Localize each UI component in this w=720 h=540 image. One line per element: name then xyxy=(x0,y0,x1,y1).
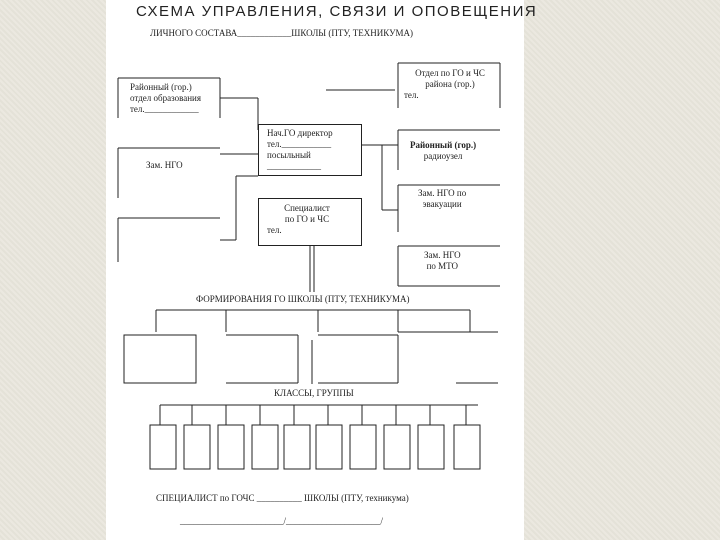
specialist-line2: по ГО и ЧС xyxy=(284,214,330,224)
footer-specialist-line: СПЕЦИАЛИСТ по ГОЧС __________ ШКОЛЫ (ПТУ, техникума) xyxy=(156,493,409,503)
specialist-box xyxy=(258,198,362,246)
deputy-evacuation-box xyxy=(418,188,466,210)
district-radio-line2: радиоузел xyxy=(423,151,463,161)
page-title: СХЕМА УПРАВЛЕНИЯ, СВЯЗИ И ОПОВЕЩЕНИЯ xyxy=(136,3,538,20)
district-education-line3: тел.____________ xyxy=(130,104,199,114)
deputy-mto-line2: по МТО xyxy=(426,261,459,271)
page-subtitle: ЛИЧНОГО СОСТАВА____________ШКОЛЫ (ПТУ, ТЕХНИКУМА) xyxy=(150,28,413,38)
director-line1: Нач.ГО директор xyxy=(267,128,333,138)
specialist-line1: Специалист xyxy=(284,203,330,213)
district-education-box xyxy=(130,82,201,115)
footer-signature-line: _______________________/_____________________/ xyxy=(180,516,384,526)
district-radio-box xyxy=(410,140,476,162)
go-chs-department-line3: тел. xyxy=(404,90,419,100)
specialist-line3: тел. xyxy=(267,225,282,235)
deputy-evacuation-line2: эвакуации xyxy=(422,199,462,209)
deputy-mto-box xyxy=(424,250,461,272)
deputy-evacuation-line1: Зам. НГО по xyxy=(418,188,467,198)
deputy-ngo-line1: Зам. НГО xyxy=(146,160,183,170)
classes-label: КЛАССЫ, ГРУППЫ xyxy=(274,388,354,398)
go-chs-department-line2: района (гор.) xyxy=(425,79,475,89)
go-chs-department-box xyxy=(404,68,496,101)
deputy-ngo-box xyxy=(146,160,183,171)
district-education-line2: отдел образования xyxy=(130,93,201,103)
director-line3: посыльный xyxy=(267,150,311,160)
formations-label: ФОРМИРОВАНИЯ ГО ШКОЛЫ (ПТУ, ТЕХНИКУМА) xyxy=(196,294,410,304)
district-education-line1: Районный (гор.) xyxy=(130,82,192,92)
district-radio-line1: Районный (гор.) xyxy=(410,140,477,150)
director-box xyxy=(258,124,362,176)
deputy-mto-line1: Зам. НГО xyxy=(424,250,461,260)
go-chs-department-line1: Отдел по ГО и ЧС xyxy=(415,68,485,78)
director-line2: тел.___________ xyxy=(267,139,332,149)
director-line4: ____________ xyxy=(267,161,321,171)
